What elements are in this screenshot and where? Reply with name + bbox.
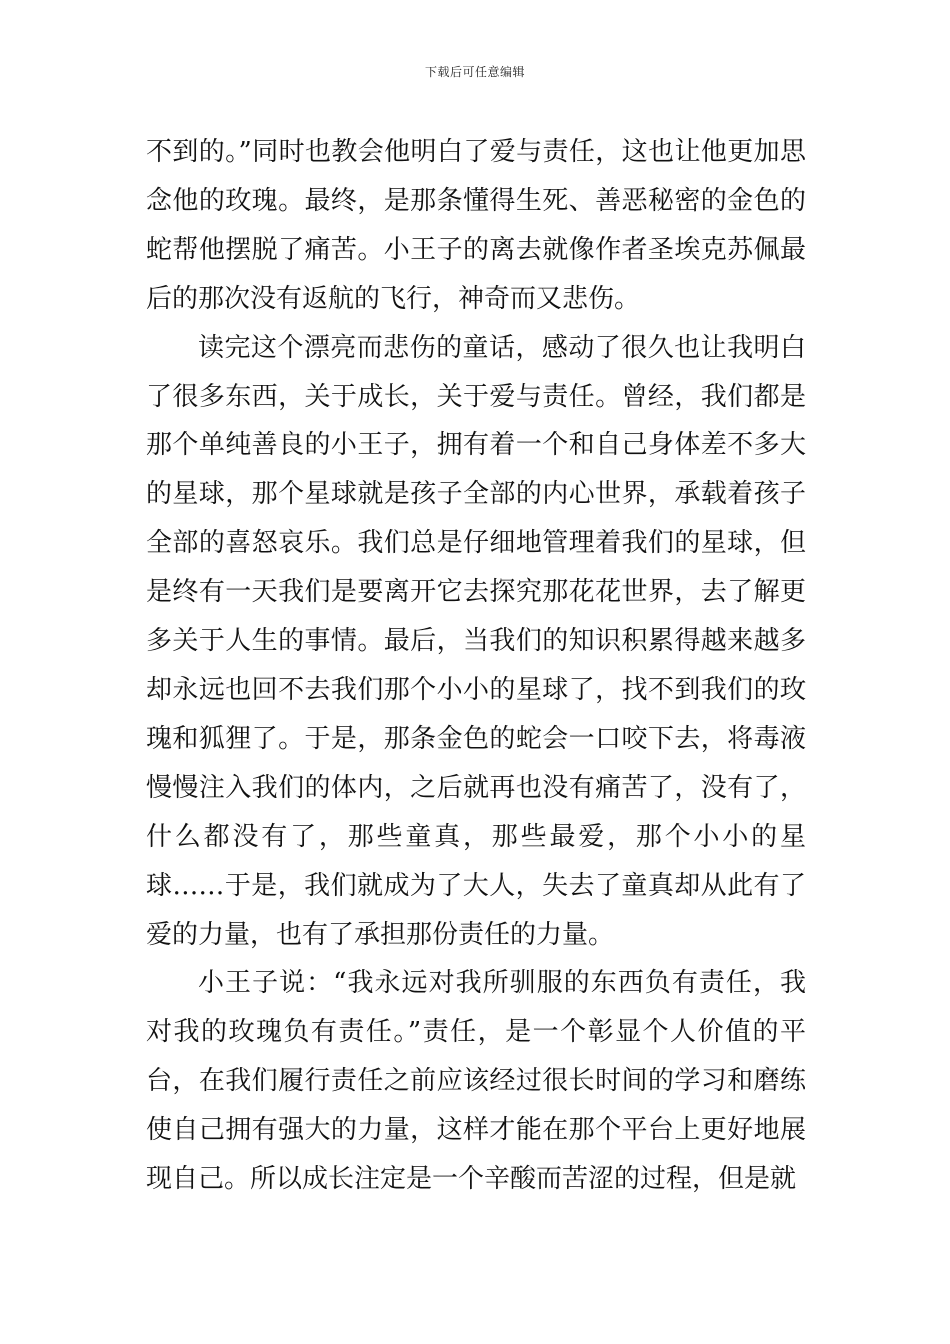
- paragraph-1: 不到的。”同时也教会他明白了爱与责任，这也让他更加思念他的玫瑰。最终，是那条懂得生死、善恶秘密的金色的蛇帮他摆脱了痛苦。小王子的离去就像作者圣埃克苏佩最后的那次没有返航的飞行，神奇而又悲伤。: [146, 137, 806, 314]
- paragraph-3: 小王子说：“我永远对我所驯服的东西负有责任，我对我的玫瑰负有责任。”责任，是一个彰显个人价值的平台，在我们履行责任之前应该经过很长时间的学习和磨练使自己拥有强大的力量，这样才能在那个平台上更好地展现自己。所以成长注定是一个辛酸而苦涩的过程，但是就: [146, 968, 806, 1195]
- paragraph-2: 读完这个漂亮而悲伤的童话，感动了很久也让我明白了很多东西，关于成长，关于爱与责任。曾经，我们都是那个单纯善良的小王子，拥有着一个和自己身体差不多大的星球，那个星球就是孩子全部的内心世界，承载着孩子全部的喜怒哀乐。我们总是仔细地管理着我们的星球，但是终有一天我们是要离开它去探究那花花世界，去了解更多关于人生的事情。最后，当我们的知识积累得越来越多却永远也回不去我们那个小小的星球了，找不到我们的玫瑰和狐狸了。于是，那条金色的蛇会一口咬下去，将毒液慢慢注入我们的体内，之后就再也没有痛苦了，没有了，什么都没有了，那些童真，那些最爱，那个小小的星球……于是，我们就成为了大人，失去了童真却从此有了爱的力量，也有了承担那份责任的力量。: [146, 332, 806, 950]
- page-header: 下载后可任意编辑: [424, 65, 525, 79]
- document-body: [146, 128, 806, 1204]
